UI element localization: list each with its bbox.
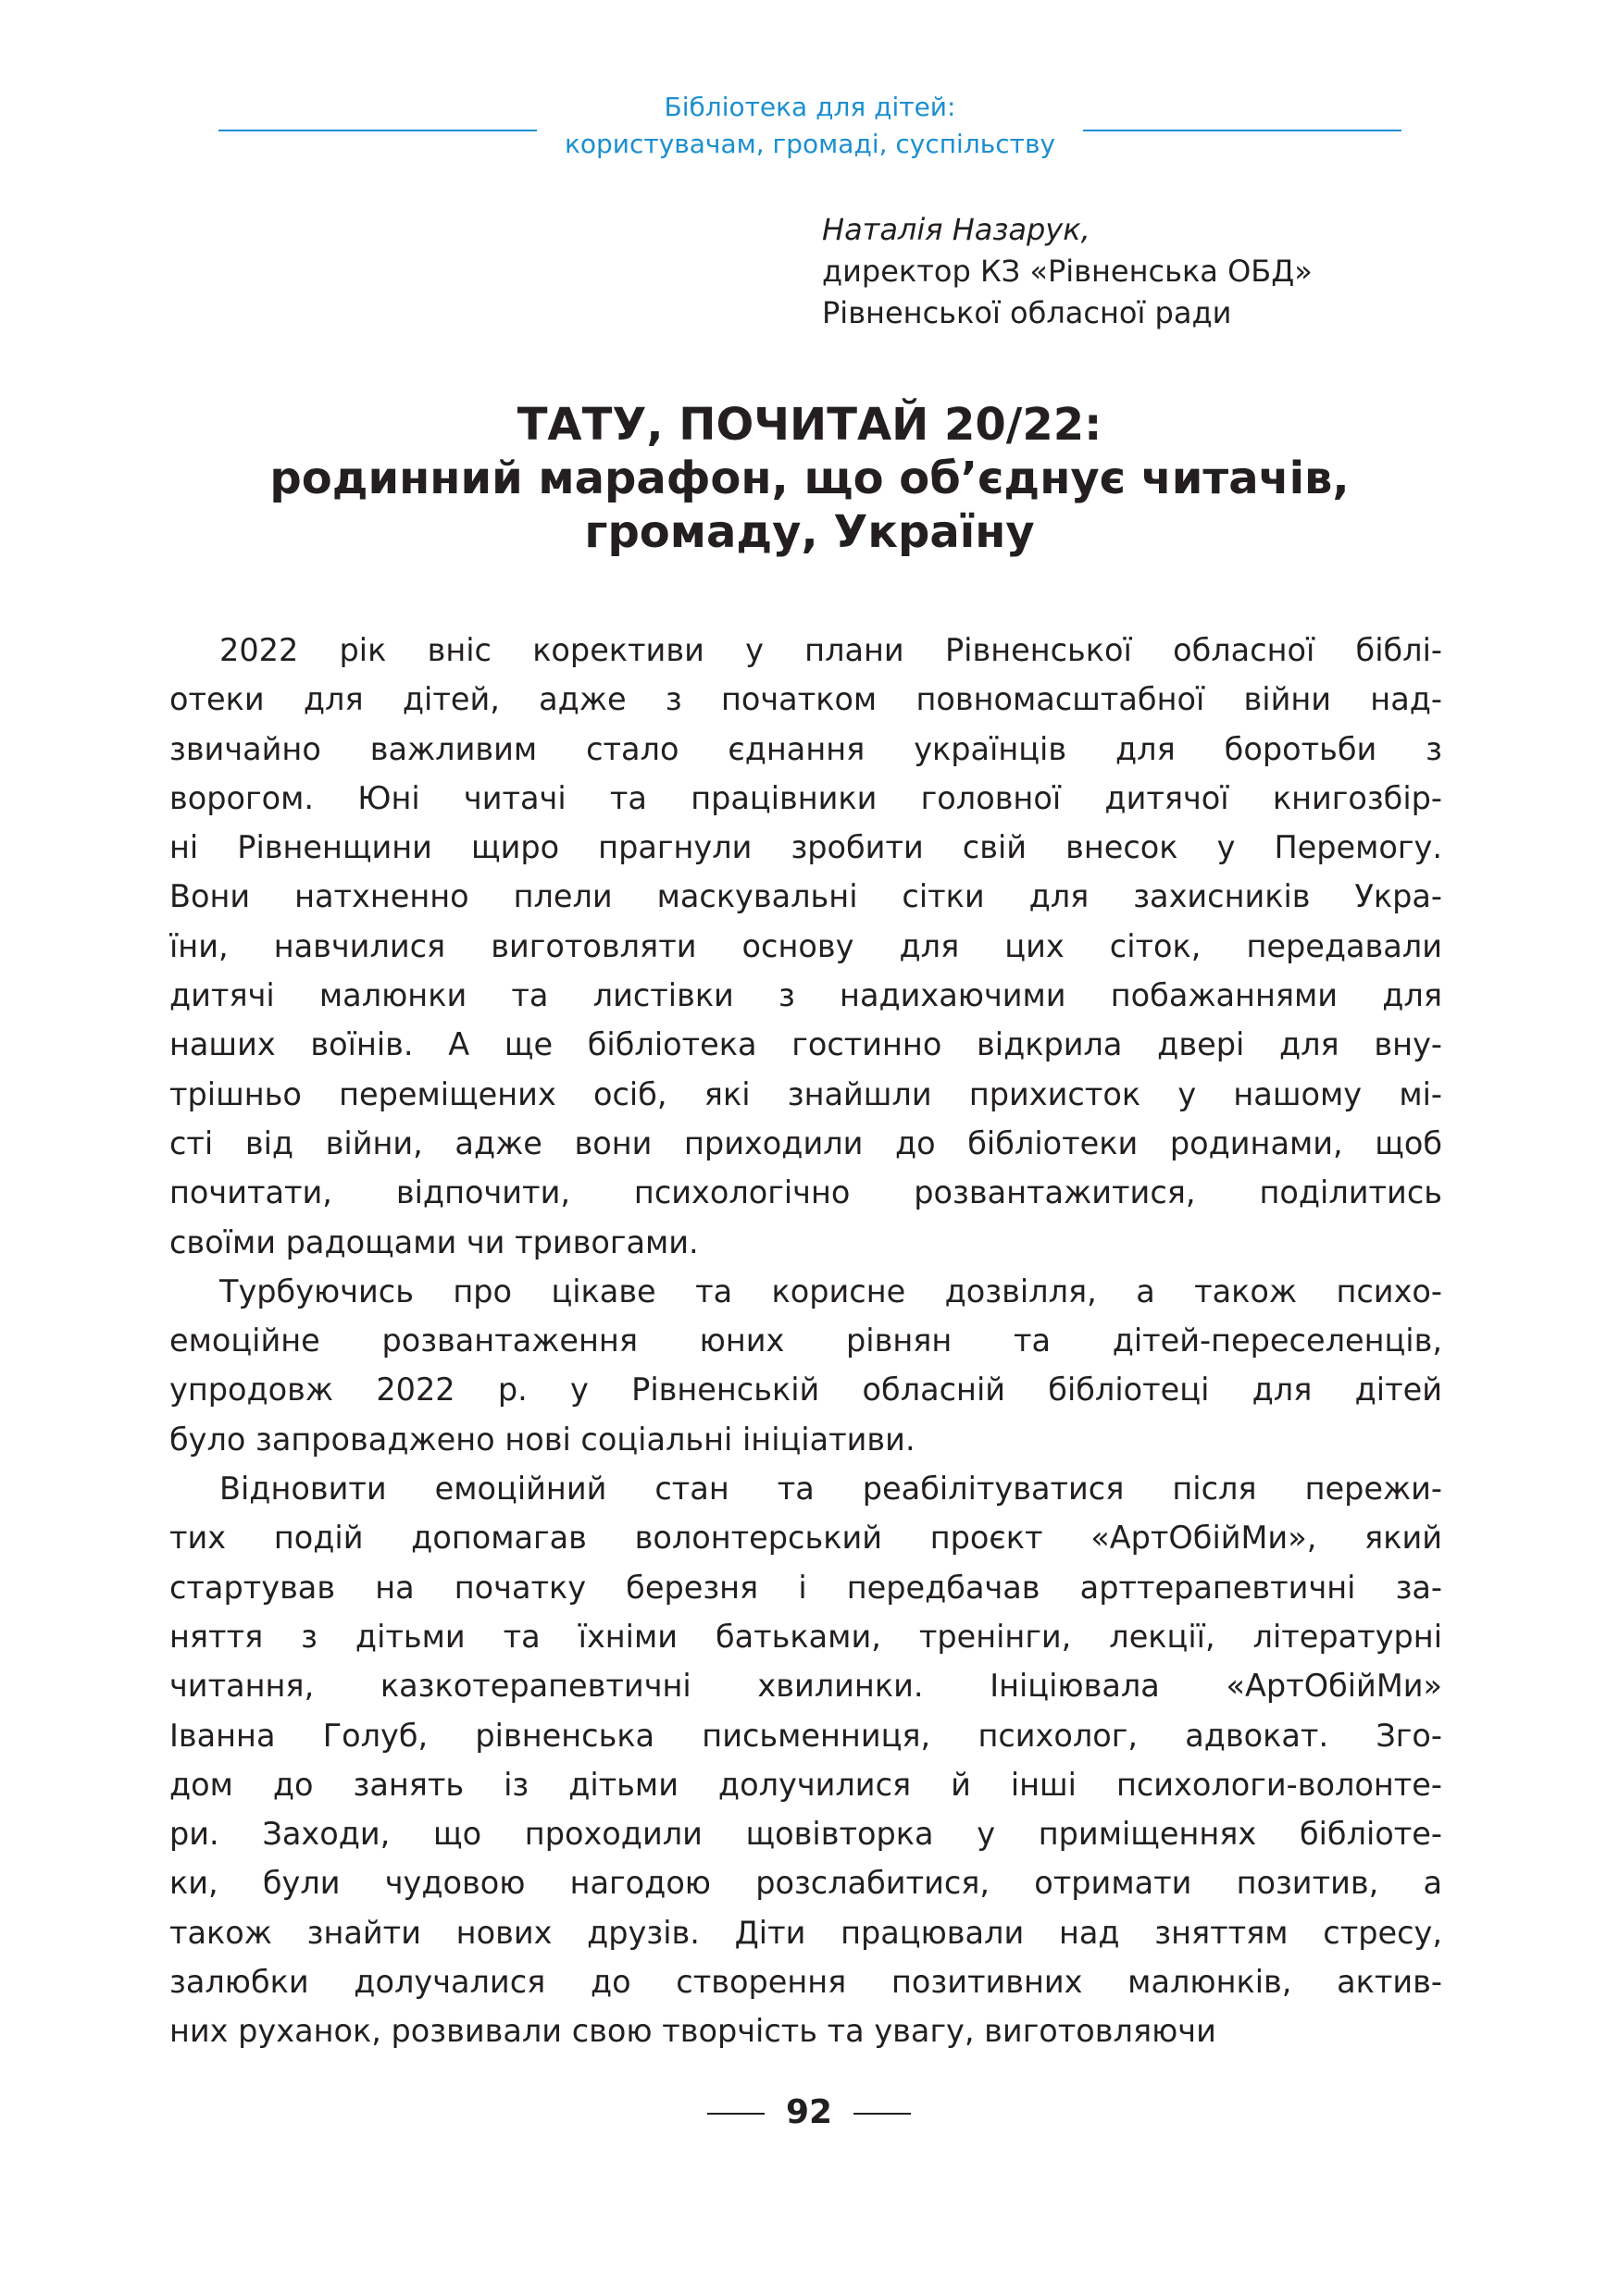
paragraph-line: Турбуючись про цікаве та корисне дозвілля, а також психо- xyxy=(219,1272,1442,1309)
paragraph-line: емоційне розвантаження юних рівнян та дітей-переселенців, xyxy=(169,1322,1442,1359)
paragraph-line: залюбки долучалися до створення позитивних малюнків, актив- xyxy=(169,1964,1442,2001)
paragraph-line: звичайно важливим стало єднання українців для боротьби з xyxy=(169,730,1442,767)
article-body xyxy=(169,626,1442,2056)
paragraph-line: Іванна Голуб, рівненська письменниця, психолог, адвокат. Зго- xyxy=(169,1717,1442,1754)
paragraph-line: дом до занять із дітьми долучилися й інші психологи-волонте- xyxy=(169,1766,1442,1803)
paragraph-line: також знайти нових друзів. Діти працювали над зняттям стресу, xyxy=(169,1914,1442,1951)
paragraph-line: ні Рівненщини щиро прагнули зробити свій внесок у Перемогу. xyxy=(169,829,1442,866)
paragraph-line: Відновити емоційний стан та реабілітуватися після пережи- xyxy=(219,1471,1442,1508)
author-position: директор КЗ «Рівненська ОБД» xyxy=(822,254,1313,289)
paragraph-line: Вони натхненно плели маскувальні сітки для захисників Укра- xyxy=(169,878,1442,915)
author-organization: Рівненської обласної ради xyxy=(822,295,1232,330)
paragraph-line: ворогом. Юні читачі та працівники головної дитячої книгозбір- xyxy=(169,779,1442,816)
paragraph-line: читання, казкотерапевтичні хвилинки. Ініціювала «АртОбійМи» xyxy=(169,1668,1442,1705)
article-title xyxy=(130,398,1489,559)
paragraph-line: сті від війни, адже вони приходили до бібліотеки родинами, щоб xyxy=(169,1124,1442,1161)
paragraph-line: дитячі малюнки та листівки з надихаючими побажаннями для xyxy=(169,977,1442,1014)
paragraph-line: почитати, відпочити, психологічно розвантажитися, поділитись xyxy=(169,1174,1442,1211)
header-rule-left xyxy=(218,130,537,131)
paragraph-line: упродовж 2022 р. у Рівненській обласній бібліотеці для дітей xyxy=(169,1371,1442,1409)
header-line-2: користувачам, громаді, суспільству xyxy=(564,129,1056,159)
header-title xyxy=(518,89,1102,163)
paragraph-line: отеки для дітей, адже з початком повномасштабної війни над- xyxy=(169,681,1442,718)
paragraph-line: 2022 рік вніс корективи у плани Рівненської обласної біблі- xyxy=(219,632,1442,668)
paragraph-line: них руханок, розвивали свою творчість та увагу, виготовляючи xyxy=(169,2013,1216,2050)
author-byline xyxy=(822,209,1526,334)
page-number: 92 xyxy=(785,2093,833,2131)
title-line-2: родинний марафон, що об’єднує читачів, xyxy=(269,453,1350,504)
author-name: Наталія Назарук, xyxy=(822,212,1090,247)
header-line-1: Бібліотека для дітей: xyxy=(664,92,956,122)
paragraph-line: ки, були чудовою нагодою розслабитися, отримати позитив, а xyxy=(169,1865,1442,1902)
paragraph-line: ри. Заходи, що проходили щовівторка у приміщеннях бібліоте- xyxy=(169,1816,1442,1853)
header-rule-right xyxy=(1083,130,1401,131)
paragraph-line: стартував на початку березня і передбачав арттерапевтичні за- xyxy=(169,1569,1442,1606)
paragraph-line: їни, навчилися виготовляти основу для цих сіток, передавали xyxy=(169,927,1442,964)
page-footer xyxy=(0,2090,1619,2136)
title-line-3: громаду, Україну xyxy=(584,506,1035,558)
paragraph-line: було запроваджено нові соціальні ініціативи. xyxy=(169,1421,915,1458)
paragraph-line: своїми радощами чи тривогами. xyxy=(169,1223,699,1260)
footer-rule-left xyxy=(707,2113,765,2115)
paragraph-line: няття з дітьми та їхніми батьками, тренінги, лекції, літературні xyxy=(169,1618,1442,1655)
running-header xyxy=(0,89,1619,172)
paragraph-line: наших воїнів. А ще бібліотека гостинно відкрила двері для вну- xyxy=(169,1026,1442,1063)
title-line-1: ТАТУ, ПОЧИТАЙ 20/22: xyxy=(517,399,1102,451)
footer-rule-right xyxy=(853,2113,911,2115)
paragraph-line: тих подій допомагав волонтерський проєкт «АртОбійМи», який xyxy=(169,1520,1442,1557)
paragraph-line: трішньо переміщених осіб, які знайшли прихисток у нашому мі- xyxy=(169,1075,1442,1112)
